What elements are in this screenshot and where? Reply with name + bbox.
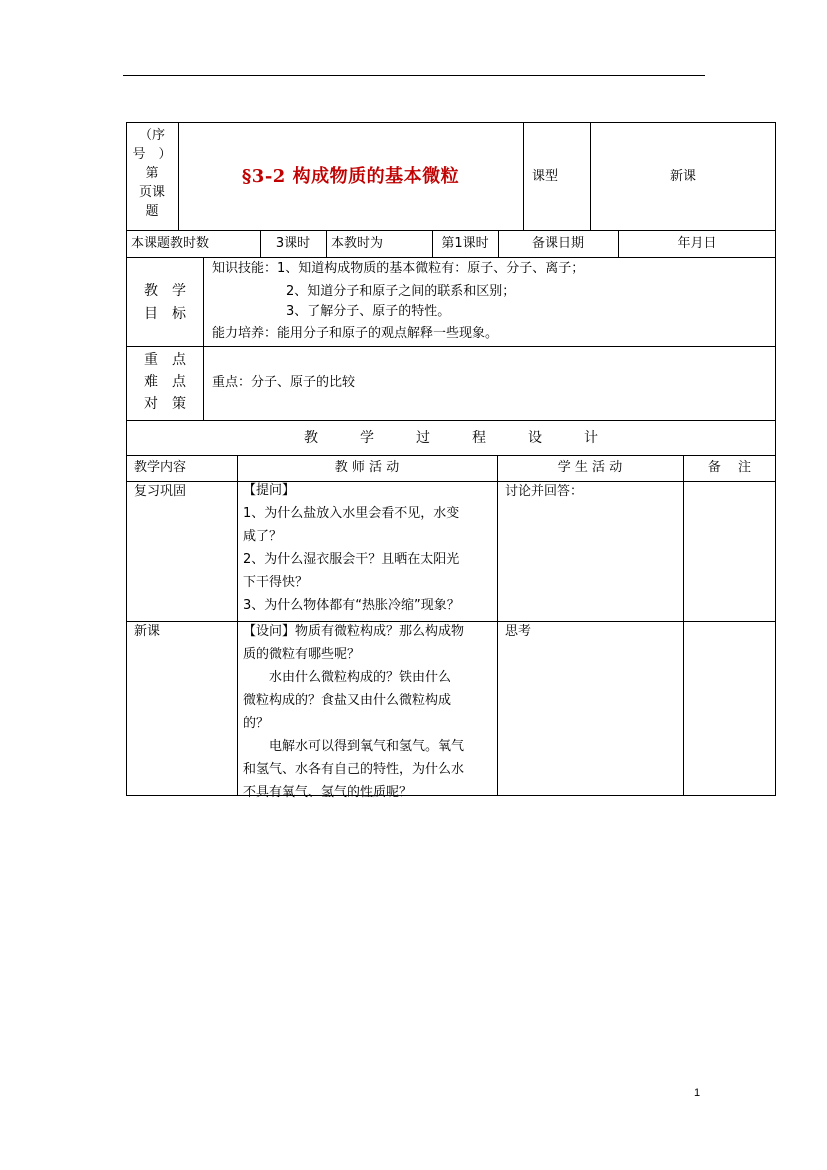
teacher-line: 不具有氧气、氢气的性质呢？ bbox=[243, 785, 413, 800]
header-rule bbox=[123, 75, 705, 76]
sequence-label: （序 号 ） 第 页课 题 bbox=[132, 128, 172, 219]
teacher-line: 2、为什么湿衣服会干？且晒在太阳光 bbox=[243, 552, 460, 567]
teacher-line: 【提问】 bbox=[243, 483, 296, 498]
row1-student-activity: 讨论并回答： bbox=[505, 484, 584, 499]
goal-line-1: 知识技能：1、知道构成物质的基本微粒有：原子、分子、离子； bbox=[212, 261, 585, 276]
total-hours-value: 3课时 bbox=[275, 236, 311, 251]
lesson-title: §3-2 构成物质的基本微粒 bbox=[241, 166, 460, 187]
teacher-line: 电解水可以得到氧气和氢气。氧气 bbox=[243, 739, 465, 754]
row1-teacher-activity bbox=[243, 479, 495, 617]
this-lesson-label: 本教时为 bbox=[331, 236, 384, 251]
teacher-line: 【设问】物质有微粒构成？那么构成物 bbox=[243, 624, 465, 639]
teacher-line: 1、为什么盐放入水里会看不见，水变 bbox=[243, 506, 460, 521]
teacher-line: 下干得快？ bbox=[243, 575, 309, 590]
lesson-type-label: 课型 bbox=[532, 169, 559, 184]
teacher-line: 水由什么微粒构成的？铁由什么 bbox=[243, 670, 452, 685]
page-number: 1 bbox=[694, 1087, 701, 1099]
column-header-content: 教学内容 bbox=[134, 460, 187, 475]
teacher-line: 3、为什么物体都有“热胀冷缩”现象？ bbox=[243, 598, 460, 613]
teacher-line: 微粒构成的？食盐又由什么微粒构成 bbox=[243, 693, 452, 708]
teacher-line: 的？ bbox=[243, 716, 270, 731]
row2-teacher-activity bbox=[243, 620, 495, 804]
column-header-teacher: 教 师 活 动 bbox=[334, 460, 400, 475]
prep-date-label: 备课日期 bbox=[532, 236, 585, 251]
prep-date-value: 年月日 bbox=[677, 236, 717, 251]
goal-line-2: 2、知道分子和原子之间的联系和区别； bbox=[286, 284, 516, 299]
goal-line-3: 3、了解分子、原子的特性。 bbox=[286, 304, 451, 319]
row2-content: 新课 bbox=[134, 624, 161, 639]
column-header-note: 备 注 bbox=[707, 460, 752, 475]
column-header-student: 学 生 活 动 bbox=[557, 460, 623, 475]
teacher-line: 质的微粒有哪些呢？ bbox=[243, 647, 361, 662]
lesson-type-value: 新课 bbox=[669, 169, 696, 184]
row1-content: 复习巩固 bbox=[134, 484, 187, 499]
goal-line-4: 能力培养：能用分子和原子的观点解释一些现象。 bbox=[212, 326, 499, 341]
process-heading: 教 学 过 程 设 计 bbox=[304, 430, 598, 446]
teacher-line: 和氢气、水各有自己的特性，为什么水 bbox=[243, 762, 465, 777]
total-hours-label: 本课题教时数 bbox=[131, 236, 210, 251]
key-points-label: 重 点 难 点 对 策 bbox=[144, 352, 186, 412]
teacher-line: 咸了？ bbox=[243, 529, 283, 544]
key-points-text: 重点：分子、原子的比较 bbox=[212, 375, 356, 390]
goals-label: 教 学 目 标 bbox=[144, 283, 186, 322]
this-lesson-value: 第1课时 bbox=[441, 236, 489, 251]
row2-student-activity: 思考 bbox=[505, 624, 532, 639]
